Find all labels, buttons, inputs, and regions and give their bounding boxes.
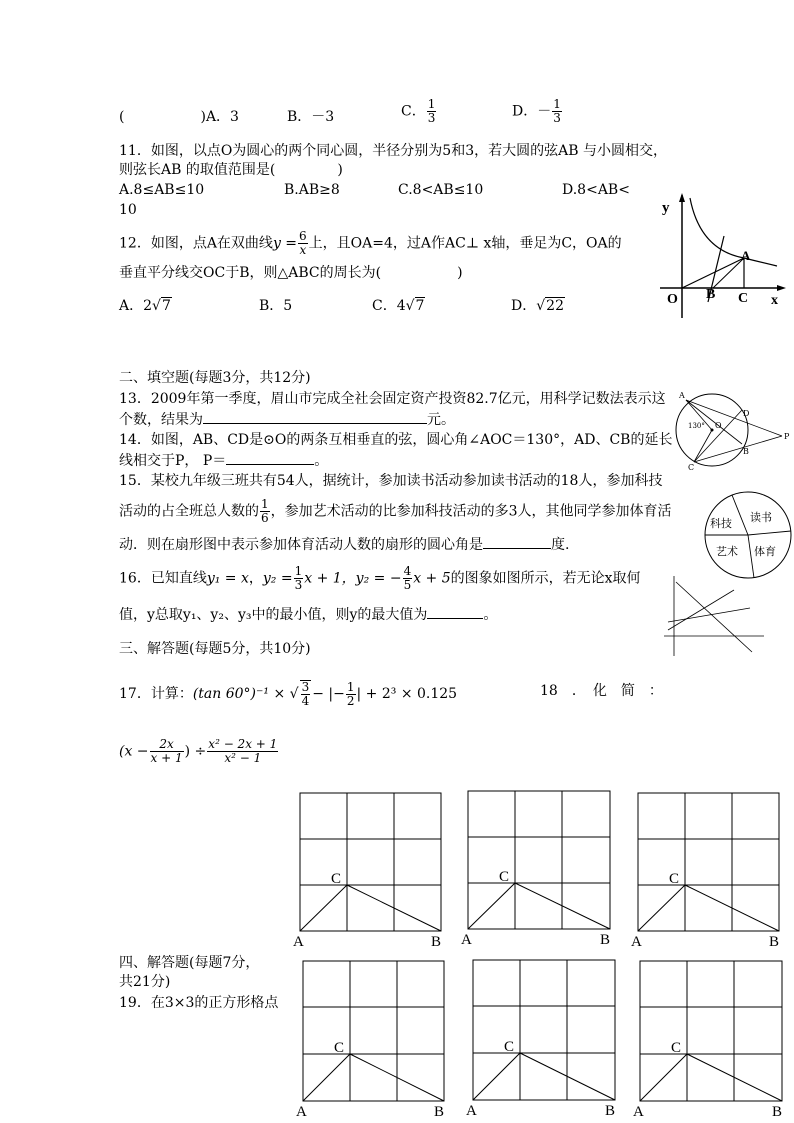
grid2-label-a: A xyxy=(461,932,472,948)
q13-line1: 13．2009年第一季度，眉山市完成全社会固定资产投资82.7亿元，用科学记数法表示这 xyxy=(119,391,666,407)
q10-option-c: C． $\frac{1}{3}$ xyxy=(401,97,436,125)
fig-label-x: x xyxy=(771,293,778,308)
circle-label-b: B xyxy=(743,447,749,456)
fig-label-o: O xyxy=(667,292,678,307)
q12-line1: 12．如图，点A在双曲线y = $\frac{6}{x}$ 上，且OA=4，过A作AC⊥ x轴，垂足为C，OA的 xyxy=(119,229,622,257)
grid5-label-c: C xyxy=(504,1039,515,1055)
grid2-label-c: C xyxy=(499,869,510,885)
q13-line2: 个数，结果为 元。 xyxy=(119,412,455,428)
q14-line2: 线相交于P， P＝ 。 xyxy=(119,453,329,469)
hyperbola-figure xyxy=(652,190,792,322)
grid-figure-2 xyxy=(460,788,620,948)
grid1-label-c: C xyxy=(331,871,342,887)
q18-expression: (x − $\frac{2x}{x + 1}$ ) ÷ $\frac{\text{x² − 2x + 1}}{\text{x² − 1}}$ xyxy=(119,737,278,765)
circle-label-c: C xyxy=(688,463,695,472)
pie-label-art: 艺术 xyxy=(716,545,738,558)
grid6-label-c: C xyxy=(671,1040,682,1056)
q11-option-a: A.8≤AB≤10 xyxy=(119,182,205,198)
q12-option-b: B．5 xyxy=(259,298,293,314)
circle-label-o: O xyxy=(715,421,722,430)
q10-paren: ( )A．3 xyxy=(119,109,239,125)
q16-line2: 值，y总取y₁、y₂、y₃中的最小值，则y的最大值为 。 xyxy=(119,607,498,623)
fig-label-c: C xyxy=(738,291,749,306)
q12-option-c: C．4√7 xyxy=(372,298,425,314)
grid1-label-a: A xyxy=(293,934,304,950)
q15-line3: 动．则在扇形图中表示参加体育活动人数的扇形的圆心角是 度. xyxy=(119,537,570,553)
q11-option-c: C.8<AB≤10 xyxy=(398,182,484,198)
q18-label: 18 ． 化 简 ： xyxy=(540,683,663,699)
pie-chart-figure xyxy=(702,489,794,581)
q12-line2: 垂直平分线交OC于B，则△ABC的周长为( ) xyxy=(119,265,463,281)
pie-label-sports: 体育 xyxy=(754,545,776,558)
grid3-label-b: B xyxy=(769,934,780,950)
q11-line2: 则弦长AB 的取值范围是( ) xyxy=(119,162,343,178)
q15-line1: 15．某校九年级三班共有54人，据统计，参加读书活动参加读书活动的18人，参加科技 xyxy=(119,473,663,489)
circle-label-d: D xyxy=(743,409,750,418)
fig-label-y: y xyxy=(662,200,670,216)
section3-title: 三、解答题(每题5分，共10分) xyxy=(119,641,311,657)
grid-figure-5 xyxy=(465,957,625,1119)
grid3-label-a: A xyxy=(631,934,642,950)
section2-title: 二、填空题(每题3分，共12分) xyxy=(119,370,311,386)
q11-option-d-cont: 10 xyxy=(119,202,137,218)
grid3-label-c: C xyxy=(669,871,680,887)
section4-title-1: 四、解答题(每题7分， xyxy=(119,955,260,971)
grid2-label-b: B xyxy=(600,932,611,948)
q11-line1: 11．如图，以点O为圆心的两个同心圆，半径分别为5和3，若大圆的弦AB 与小圆相交， xyxy=(119,143,667,159)
grid5-label-b: B xyxy=(605,1103,616,1119)
section4-title-2: 共21分) xyxy=(119,974,171,990)
circle-label-a: A xyxy=(679,391,685,400)
fig-label-b: B xyxy=(706,287,716,302)
q10-option-d: D．－ $\frac{1}{3}$ xyxy=(512,97,561,125)
q12-option-a: A．2√7 xyxy=(119,298,171,314)
grid-figure-1 xyxy=(292,790,452,950)
circle-label-angle: 130° xyxy=(688,422,705,430)
lines-figure xyxy=(660,572,770,660)
grid-figure-3 xyxy=(630,790,790,950)
grid4-label-c: C xyxy=(334,1040,345,1056)
grid6-label-b: B xyxy=(772,1104,783,1120)
circle-label-p: P xyxy=(784,432,790,441)
pie-label-reading: 读书 xyxy=(750,511,772,524)
grid5-label-a: A xyxy=(466,1103,477,1119)
grid4-label-a: A xyxy=(296,1104,307,1120)
grid-figure-4 xyxy=(295,958,455,1120)
q14-line1: 14．如图，AB、CD是⊙O的两条互相垂直的弦，圆心角∠AOC＝130°，AD、CB的延长 xyxy=(119,432,673,448)
q15-line2: 活动的占全班总人数的 $\frac{1}{6}$ ，参加艺术活动的比参加科技活动的多3人，其他同学参加体育活 xyxy=(119,497,672,525)
q10-option-b: B．－3 xyxy=(287,109,335,125)
q16-line1: 16．已知直线y₁ = x，y₂ = $\frac{1}{3}$ x + 1，y₂ = − $\frac{4}{5}$ x + 5的图象如图所示，若无论x取何 xyxy=(119,564,641,592)
q11-option-d: D.8<AB< xyxy=(562,182,630,198)
grid1-label-b: B xyxy=(431,934,442,950)
q12-option-d: D．√22 xyxy=(511,298,564,314)
fig-label-a: A xyxy=(741,248,751,263)
pie-label-tech: 科技 xyxy=(710,517,732,530)
q11-option-b: B.AB≥8 xyxy=(284,182,340,198)
grid4-label-b: B xyxy=(434,1104,445,1120)
q19-text: 19．在3×3的正方形格点 xyxy=(119,995,279,1011)
q17-expression: 17．计算：(tan 60°)⁻¹ × √ $\frac{3}{4}$ − |− $\frac{1}{2}$ | + 2³ × 0.125 xyxy=(119,679,458,708)
grid6-label-a: A xyxy=(633,1104,644,1120)
grid-figure-6 xyxy=(632,958,792,1120)
circle-figure xyxy=(670,386,794,474)
